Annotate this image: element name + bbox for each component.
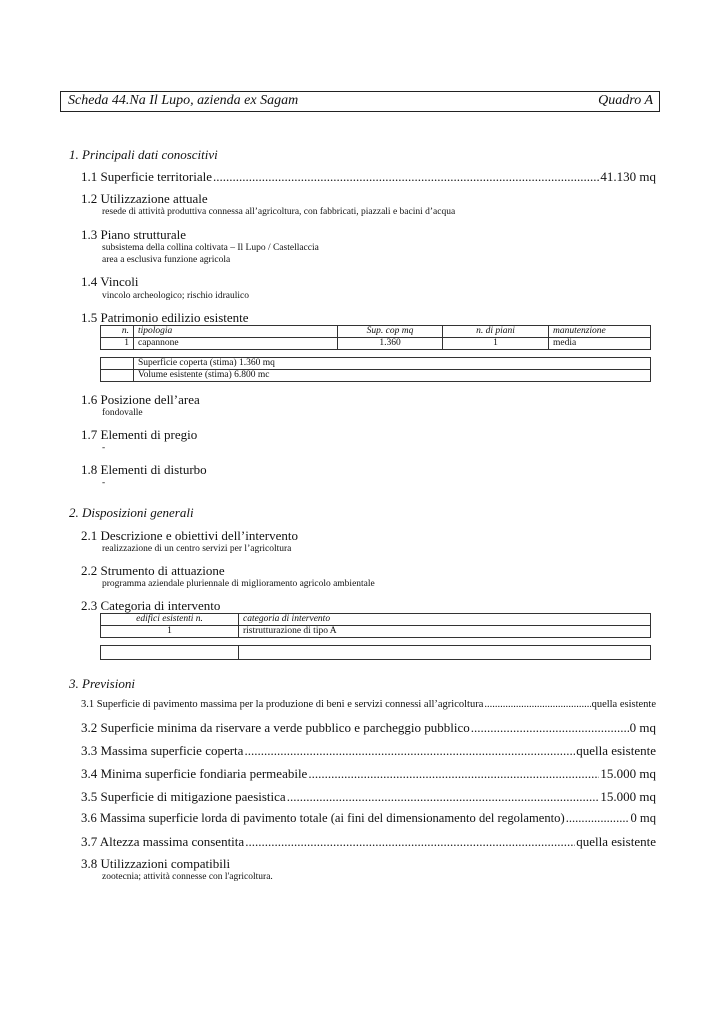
item-1-7-text: - [102, 443, 106, 453]
item-1-4-label: 1.4 Vincoli [81, 274, 139, 289]
cell-sup: 1.360 [338, 338, 443, 350]
item-3-3 [81, 743, 656, 759]
item-1-1-label: 1.1 Superficie territoriale [81, 169, 213, 184]
cell-piani: 1 [443, 338, 549, 350]
patrimonio-header-row [101, 326, 651, 338]
item-3-6-label: 3.6 Massima superficie lorda di pavimento totale (ai fini del dimensionamento del regolamento) [81, 811, 565, 825]
table-row [101, 626, 651, 638]
item-3-8-text: zootecnia; attività connesse con l'agricoltura. [102, 872, 273, 882]
item-3-6 [81, 811, 656, 826]
categoria-empty-table [100, 645, 651, 660]
patrimonio-summary-table [100, 357, 651, 382]
item-1-3-line2: area a esclusiva funzione agricola [102, 255, 231, 265]
item-3-2-label: 3.2 Superficie minima da riservare a verde pubblico e parcheggio pubblico [81, 720, 470, 735]
summary-row-1 [101, 358, 651, 370]
col-tipologia-header: tipologia [134, 326, 338, 338]
categoria-header-row [101, 614, 651, 626]
item-3-6-leader [566, 811, 630, 826]
empty-row [101, 646, 651, 660]
summary-row-2 [101, 370, 651, 382]
summary-volume: Volume esistente (stima) 6.800 mc [134, 370, 651, 382]
categoria-table [100, 613, 651, 638]
cell-edifici: 1 [101, 626, 239, 638]
item-1-1 [81, 169, 656, 185]
summary-blank-1 [101, 358, 134, 370]
col-edifici-header: edifici esistenti n. [101, 614, 239, 626]
item-1-1-leader [213, 169, 599, 185]
item-2-1-label: 2.1 Descrizione e obiettivi dell’intervento [81, 528, 298, 543]
item-3-1-label: 3.1 Superficie di pavimento massima per la produzione di beni e servizi connessi all’agricoltura [81, 699, 484, 710]
item-1-1-value: 41.130 mq [600, 169, 656, 184]
item-1-3-line1: subsistema della collina coltivata – Il Lupo / Castellaccia [102, 243, 319, 253]
item-3-5 [81, 789, 656, 805]
col-n-header: n. [101, 326, 134, 338]
cell-n: 1 [101, 338, 134, 350]
summary-blank-2 [101, 370, 134, 382]
item-3-1-leader [484, 699, 590, 710]
item-3-7-leader [245, 834, 575, 850]
item-3-4 [81, 766, 656, 782]
item-3-2-leader [471, 720, 629, 736]
item-3-1 [81, 699, 656, 710]
item-2-3-label: 2.3 Categoria di intervento [81, 598, 221, 613]
col-piani-header: n. di piani [443, 326, 549, 338]
col-categoria-header: categoria di intervento [239, 614, 651, 626]
item-3-3-label: 3.3 Massima superficie coperta [81, 743, 244, 758]
item-3-2-value: 0 mq [629, 720, 656, 735]
cell-categoria: ristrutturazione di tipo A [239, 626, 651, 638]
section-1-title: 1. Principali dati conoscitivi [69, 147, 218, 162]
cell-tipologia: capannone [134, 338, 338, 350]
item-3-5-value: 15.000 mq [600, 789, 656, 804]
item-3-5-leader [287, 789, 600, 805]
item-1-8-label: 1.8 Elementi di disturbo [81, 462, 207, 477]
item-3-8-label: 3.8 Utilizzazioni compatibili [81, 856, 231, 871]
item-2-1-text: realizzazione di un centro servizi per l’agricoltura [102, 544, 292, 554]
item-1-2-text: resede di attività produttiva connessa all’agricoltura, con fabbricati, piazzali e bacini d’acqua [102, 207, 456, 217]
header-box [60, 91, 660, 112]
item-1-3-label: 1.3 Piano strutturale [81, 227, 187, 242]
item-3-7 [81, 834, 656, 850]
col-sup-header: Sup. cop mq [338, 326, 443, 338]
item-3-6-value: 0 mq [630, 811, 656, 825]
item-3-7-value: quella esistente [576, 834, 656, 849]
header-title: Scheda 44.Na Il Lupo, azienda ex Sagam [68, 93, 299, 108]
header-quadro: Quadro A [598, 93, 653, 108]
patrimonio-table [100, 325, 651, 350]
item-3-3-leader [244, 743, 575, 759]
item-1-2-label: 1.2 Utilizzazione attuale [81, 191, 208, 206]
item-3-4-leader [308, 766, 599, 782]
empty-cell-2 [239, 646, 651, 660]
table-row [101, 338, 651, 350]
cell-manutenzione: media [549, 338, 651, 350]
item-1-5-label: 1.5 Patrimonio edilizio esistente [81, 310, 249, 325]
item-3-2 [81, 720, 656, 736]
item-1-6-text: fondovalle [102, 408, 143, 418]
item-3-4-label: 3.4 Minima superficie fondiaria permeabile [81, 766, 308, 781]
summary-superficie: Superficie coperta (stima) 1.360 mq [134, 358, 651, 370]
item-3-3-value: quella esistente [576, 743, 656, 758]
item-3-1-value: quella esistente [591, 699, 656, 710]
item-1-4-text: vincolo archeologico; rischio idraulico [102, 291, 249, 301]
item-1-8-text: - [102, 478, 106, 488]
item-2-2-label: 2.2 Strumento di attuazione [81, 563, 225, 578]
item-1-7-label: 1.7 Elementi di pregio [81, 427, 198, 442]
section-3-title: 3. Previsioni [69, 676, 135, 691]
empty-cell-1 [101, 646, 239, 660]
section-2-title: 2. Disposizioni generali [69, 505, 194, 520]
item-1-6-label: 1.6 Posizione dell’area [81, 392, 200, 407]
item-3-4-value: 15.000 mq [600, 766, 656, 781]
item-3-5-label: 3.5 Superficie di mitigazione paesistica [81, 789, 286, 804]
item-3-7-label: 3.7 Altezza massima consentita [81, 834, 245, 849]
col-manutenzione-header: manutenzione [549, 326, 651, 338]
item-2-2-text: programma aziendale pluriennale di miglioramento agricolo ambientale [102, 579, 375, 589]
